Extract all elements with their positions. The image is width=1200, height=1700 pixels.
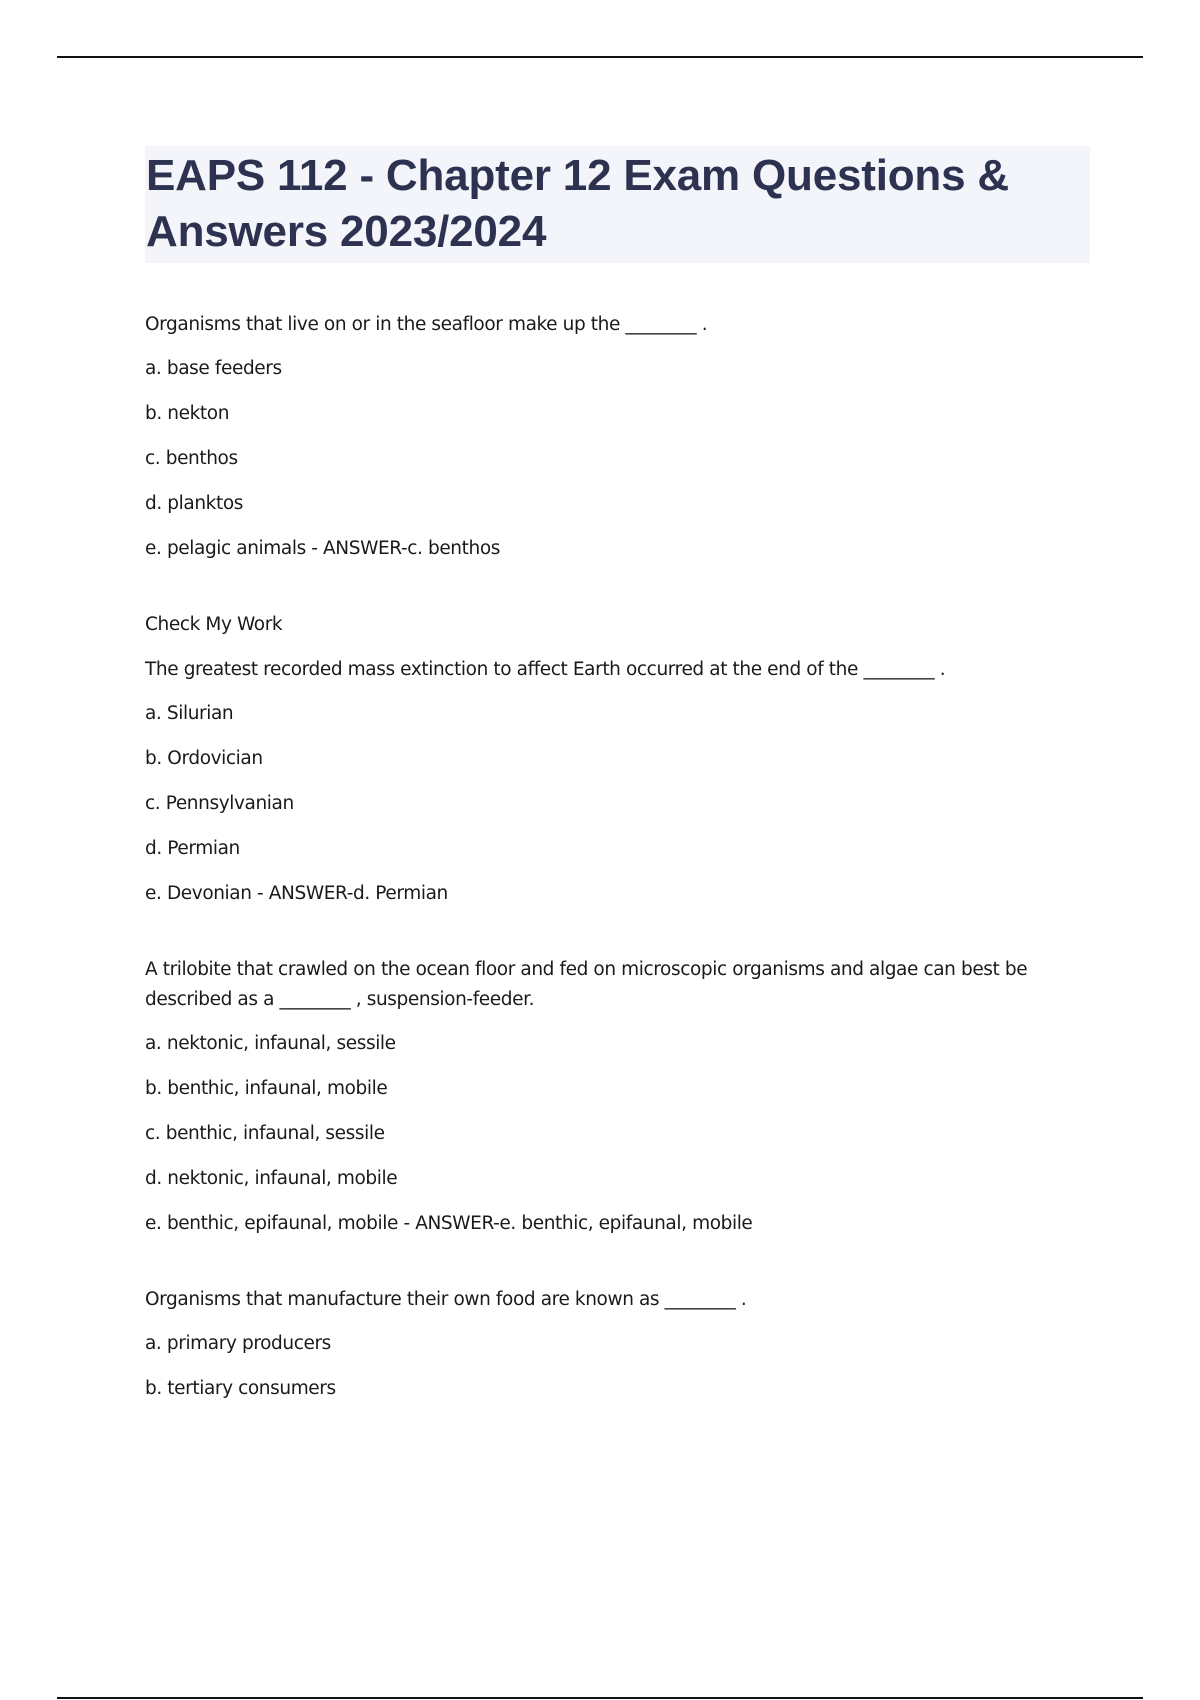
check-my-work-label: Check My Work bbox=[145, 614, 283, 635]
question-prompt: Organisms that manufacture their own food are known as ________ . bbox=[145, 1289, 747, 1310]
answer-option: c. benthic, infaunal, sessile bbox=[145, 1123, 385, 1144]
answer-option: d. planktos bbox=[145, 493, 243, 514]
answer-option: b. benthic, infaunal, mobile bbox=[145, 1078, 388, 1099]
answer-option: b. nekton bbox=[145, 403, 230, 424]
answer-option: a. primary producers bbox=[145, 1333, 331, 1354]
document-title: EAPS 112 - Chapter 12 Exam Questions & Answers 2023/2024 bbox=[146, 151, 1009, 256]
answer-option: a. base feeders bbox=[145, 358, 282, 379]
answer-option: a. nektonic, infaunal, sessile bbox=[145, 1033, 396, 1054]
answer-option-with-key: e. Devonian - ANSWER-d. Permian bbox=[145, 883, 448, 904]
answer-option: d. Permian bbox=[145, 838, 240, 859]
title-banner bbox=[145, 146, 1090, 263]
answer-option: b. tertiary consumers bbox=[145, 1378, 336, 1399]
question-prompt: Organisms that live on or in the seafloor make up the ________ . bbox=[145, 314, 708, 335]
question-prompt: The greatest recorded mass extinction to affect Earth occurred at the end of the ________ . bbox=[145, 659, 946, 680]
answer-option: b. Ordovician bbox=[145, 748, 263, 769]
question-block-1 bbox=[145, 310, 1090, 564]
answer-option: d. nektonic, infaunal, mobile bbox=[145, 1168, 398, 1189]
document-body bbox=[145, 146, 1090, 1419]
question-block-3 bbox=[145, 955, 1090, 1239]
answer-option: c. benthos bbox=[145, 448, 238, 469]
answer-option-with-key: e. benthic, epifaunal, mobile - ANSWER-e. benthic, epifaunal, mobile bbox=[145, 1213, 753, 1234]
question-block-2 bbox=[145, 610, 1090, 909]
answer-option: c. Pennsylvanian bbox=[145, 793, 294, 814]
answer-option-with-key: e. pelagic animals - ANSWER-c. benthos bbox=[145, 538, 500, 559]
bottom-rule bbox=[57, 1697, 1143, 1699]
question-block-4 bbox=[145, 1285, 1090, 1404]
answer-option: a. Silurian bbox=[145, 703, 234, 724]
top-rule bbox=[57, 56, 1143, 58]
question-prompt: A trilobite that crawled on the ocean floor and fed on microscopic organisms and algae can best be described as a ________ , suspension-feeder. bbox=[145, 959, 1028, 1010]
